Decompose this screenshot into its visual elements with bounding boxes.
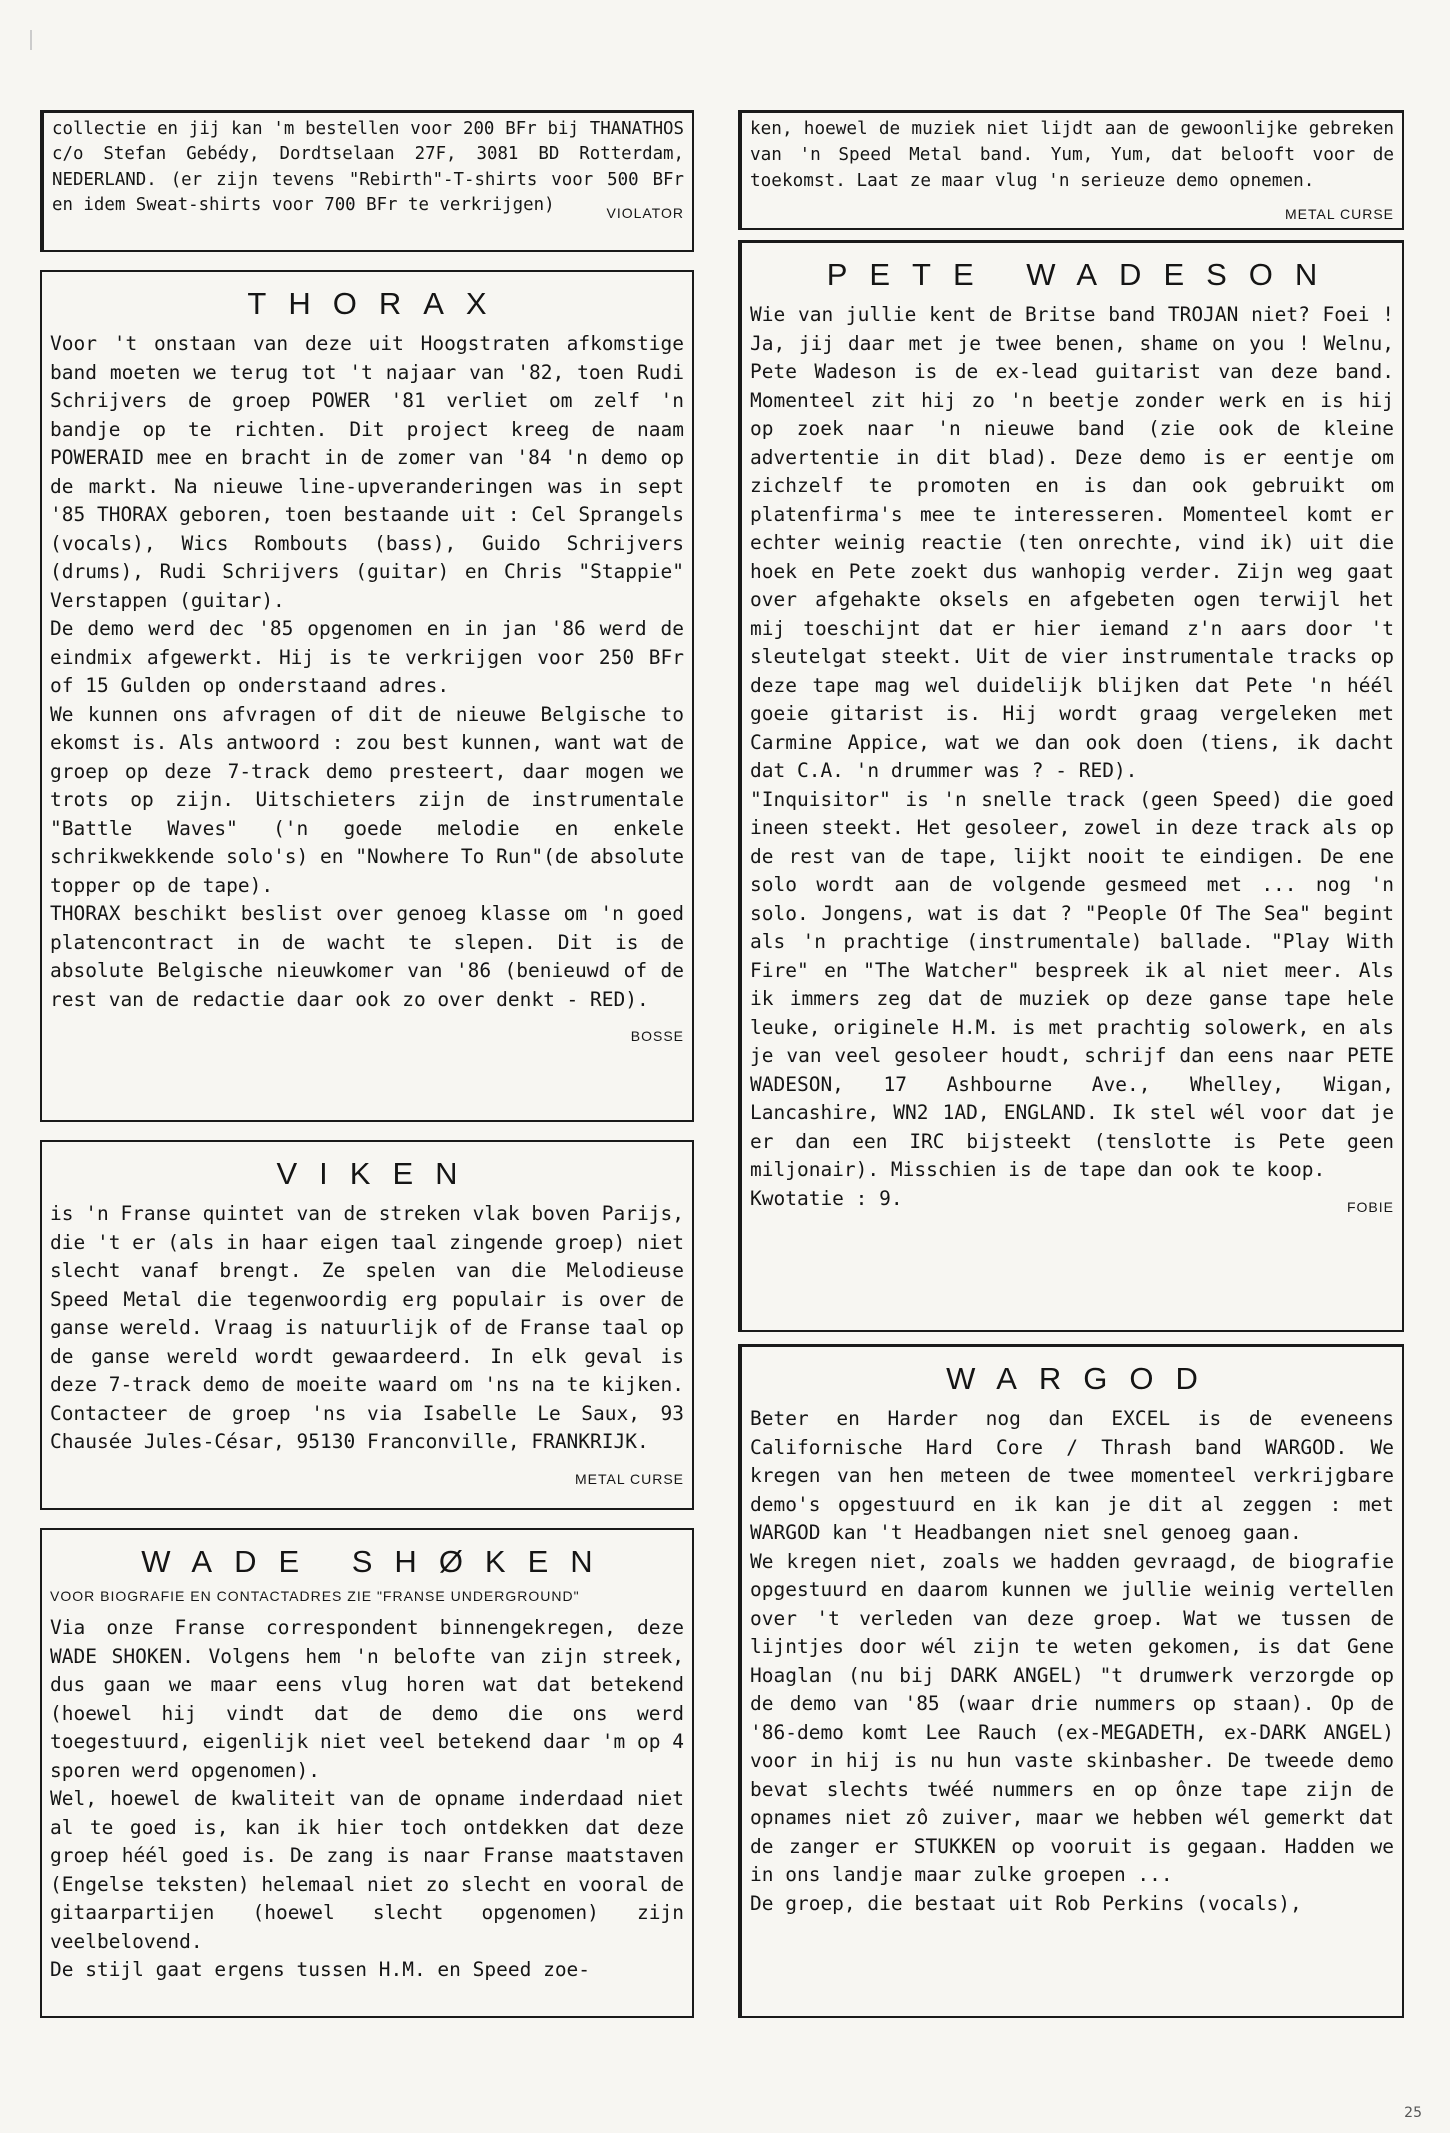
author-signature: METAL CURSE [1284, 206, 1394, 223]
top-left-article-tail [40, 110, 694, 252]
paragraph: "Inquisitor" is 'n snelle track (geen Speed) die goed ineen steekt. Het gesoleer, zowel in deze track als op de rest van de tape, lijkt nooit te eindigen. De ene solo wordt aan de volgende gesmeed met ... nog 'n solo. Jongens, wat is dat ? "People Of The Sea" begint als 'n prachtige (instrumentale) ballade. "Play With Fire" en "The Watcher" bespreek ik al niet meer. Als ik immers zeg dat de muziek op deze ganse tape hele leuke, originele H.M. is met prachtig solowerk, en als je van veel gesoleer houdt, schrijf dan eens naar PETE WADESON, 17 Ashbourne Ave., Whelley, Wigan, Lancashire, WN2 1AD, ENGLAND. Ik stel wél voor dat je er dan een IRC bijsteekt (tenslotte is Pete geen miljonair). Misschien is de tape dan ook te koop. [750, 787, 1394, 1181]
paragraph: De groep, die bestaat uit Rob Perkins (vocals), [750, 1891, 1302, 1915]
paragraph: Voor 't onstaan van deze uit Hoogstraten afkomstige band moeten we terug tot 't najaar van '82, toen Rudi Schrijvers de groep POWER '81 verliet om zelf 'n bandje op te richten. Dit project kreeg de naam POWERAID mee en bracht in de zomer van '84 'n demo op de markt. Na nieuwe line-upveranderingen was in sept '85 THORAX geboren, toen bestaande uit : Cel Sprangels (vocals), Wics Rombouts (bass), Guido Schrijvers (drums), Rudi Schrijvers (guitar) en Chris "Stappie" Verstappen (guitar). [50, 332, 684, 612]
viken-review [40, 1140, 694, 1510]
article-body [750, 301, 1394, 1213]
paragraph: De stijl gaat ergens tussen H.M. en Speed zoe- [50, 1958, 591, 1981]
article-body [50, 1200, 684, 1487]
article-subtitle: VOOR BIOGRAFIE EN CONTACTADRES ZIE "FRANSE UNDERGROUND" [50, 1588, 580, 1604]
paragraph: is 'n Franse quintet van de streken vlak boven Parijs, die 't er (als in haar eigen taal zingende groep) niet slecht vanaf brengt. Ze spelen van die Melodieuse Speed Metal die tegenwoordig erg populair is over de ganse wereld. Vraag is natuurlijk of de Franse taal op de ganse wereld wordt gewaardeerd. In elk geval is deze 7-track demo de moeite waard om 'ns na te kijken. Contacteer de groep 'ns via Isabelle Le Saux, 93 Chausée Jules-César, 95130 Franconville, FRANKRIJK. METAL CURSE [50, 1200, 684, 1457]
article-title: PETE WADESON [826, 257, 1340, 292]
paragraph: We kregen niet, zoals we hadden gevraagd, de biografie opgestuurd en daarom kunnen we jullie weinig vertellen over 't verleden van deze groep. Wat we tussen de lijntjes door wél zijn te weten gekomen, is dat Gene Hoaglan (nu bij DARK ANGEL) "t drumwerk verzorgde op de demo van '85 (waar drie nummers op staan). Op de '86-demo komt Lee Rauch (ex-MEGADETH, ex-DARK ANGEL) voor in hij is nu hun vaste skinbasher. De tweede demo bevat slechts twéé nummers en op ônze tape zijn de opnames niet zô zuiver, maar we hebben wél gemerkt dat de zanger er STUKKEN op vooruit is gegaan. Hadden we in ons landje maar zulke groepen ... [750, 1549, 1394, 1886]
article-body [750, 1405, 1394, 1918]
top-right-article-tail [738, 110, 1404, 230]
paragraph: De demo werd dec '85 opgenomen en in jan '86 werd de eindmix afgewerkt. Hij is te verkrijgen voor 250 BFr of 15 Gulden op onderstaand adres. [50, 617, 684, 697]
scan-edge-mark [30, 30, 32, 50]
article-title: WADE SHØKEN [141, 1544, 615, 1579]
page-number: 25 [1404, 2105, 1422, 2121]
article-body [50, 330, 684, 1044]
article-title: VIKEN [276, 1156, 480, 1191]
thorax-review [40, 270, 694, 1122]
pete-wadeson-review [738, 240, 1404, 1332]
wargod-review [738, 1344, 1404, 2018]
article-body [52, 117, 684, 222]
article-title: WARGOD [946, 1361, 1220, 1396]
paragraph: Wie van jullie kent de Britse band TROJAN niet? Foei ! Ja, jij daar met je twee benen, shame on you ! Welnu, Pete Wadeson is de ex-lead guitarist van deze band. Momenteel zit hij zo 'n beetje zonder werk en is hij op zoek naar 'n nieuwe band (zie ook de kleine advertentie in dit blad). Deze demo is er eentje om zichzelf te promoten en is dan ook gebruikt om platenfirma's mee te interesseren. Momenteel komt er echter weinig reactie (ten onrechte, vind ik) uit die hoek en Pete zoekt dus wanhopig verder. Zijn weg gaat over afgehakte oksels en afgebeten ogen terwijl het mij toeschijnt dat er hier iemand z'n aars door 't sleutelgat steekt. Uit de vier instrumentale tracks op deze tape mag wel duidelijk blijken dat Pete 'n héél goeie gitarist is. Hij wordt graag vergeleken met Carmine Appice, wat we dan ook doen (tiens, ik dacht dat C.A. 'n drummer was ? - RED). [750, 303, 1394, 782]
paragraph: Wel, hoewel de kwaliteit van de opname inderdaad niet al te goed is, kan ik hier toch ontdekken dat deze groep héél goed is. De zang is naar Franse maatstaven (Engelse teksten) helemaal niet zo slecht en vooral de gitaarpartijen (hoewel slecht opgenomen) zijn veelbelovend. [50, 1787, 684, 1953]
article-body [50, 1614, 684, 1985]
article-title: THORAX [247, 286, 509, 321]
author-signature: VIOLATOR [606, 205, 684, 222]
wade-shoken-review [40, 1528, 694, 2018]
paragraph: ken, hoewel de muziek niet lijdt aan de gewoonlijke gebreken van 'n Speed Metal band. Yum, Yum, dat belooft voor de toekomst. Laat ze maar vlug 'n serieuze demo opnemen. METAL CURSE [750, 117, 1394, 194]
paragraph: We kunnen ons afvragen of dit de nieuwe Belgische to ekomst is. Als antwoord : zou best kunnen, want wat de groep op deze 7-track demo presteert, daar mogen we trots op zijn. Uitschieters zijn de instrumentale "Battle Waves" ('n goede melodie en enkele schrikwekkende solo's) en "Nowhere To Run"(de absolute topper op de tape). [50, 702, 684, 897]
author-signature: METAL CURSE [574, 1470, 684, 1487]
paragraph: collectie en jij kan 'm bestellen voor 200 BFr bij THANATHOS c/o Stefan Gebédy, Dordtselaan 27F, 3081 BD Rotterdam, NEDERLAND. (er zijn tevens "Rebirth"-T-shirts voor 500 BFr en idem Sweat-shirts voor 700 BFr te verkrijgen) VIOLATOR [52, 117, 684, 218]
paragraph: Via onze Franse correspondent binnengekregen, deze WADE SHOKEN. Volgens hem 'n belofte van zijn streek, dus gaan we maar eens vlug horen wat dat betekend (hoewel hij vindt dat de demo die ons werd toegestuurd, eigenlijk niet veel betekend daar 'm op 4 sporen werd opgenomen). [50, 1616, 684, 1782]
paragraph: Kwotatie : 9. FOBIE [750, 1185, 1394, 1214]
author-signature: FOBIE [1346, 1198, 1394, 1215]
author-signature: BOSSE [630, 1028, 684, 1044]
paragraph: THORAX beschikt beslist over genoeg klasse om 'n goed platencontract in de wacht te slepen. Dit is de absolute Belgische nieuwkomer van '86 (benieuwd of de rest van de redactie daar ook zo over denkt - RED). BOSSE [50, 900, 684, 1014]
article-body [750, 117, 1394, 223]
paragraph: Beter en Harder nog dan EXCEL is de eveneens Californische Hard Core / Thrash band WARGOD. We kregen van hen meteen de twee momenteel verkrijgbare demo's opgestuurd en ik kan je dit al zeggen : met WARGOD kan 't Headbangen niet snel genoeg gaan. [750, 1407, 1394, 1544]
